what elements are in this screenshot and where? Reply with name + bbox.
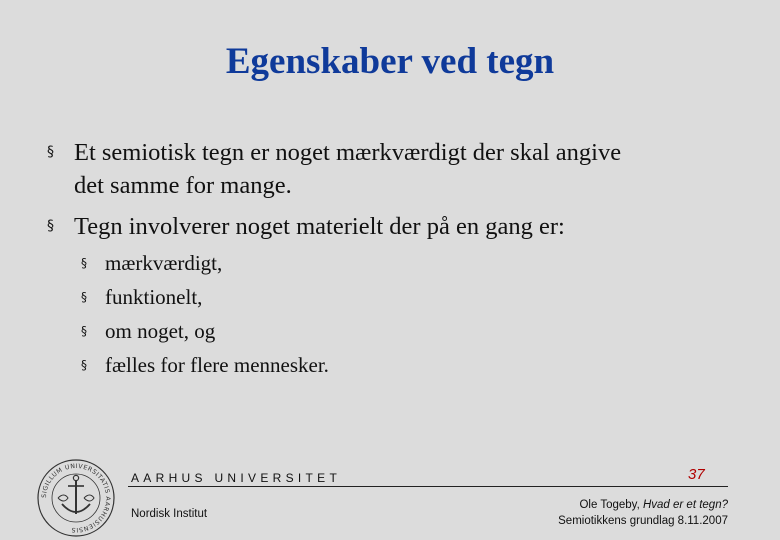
bullet-marker-icon: § [81,324,87,338]
bullet-marker-icon: § [81,290,87,304]
university-name: AARHUS UNIVERSITET [131,471,342,485]
credit-date-line: Semiotikkens grundlag 8.11.2007 [558,515,728,527]
credit-title: Hvad er et tegn? [642,499,728,511]
university-seal-icon [36,458,116,538]
bullet-marker-icon: § [81,358,87,372]
seal-text: SIGILLUM UNIVERSITATIS AARHUSIENSIS [40,462,112,534]
bullet-marker-icon: § [47,218,54,234]
sub-bullet-text: funktionelt, [105,285,203,309]
sub-bullet-text: fælles for flere mennesker. [105,353,329,377]
bullet-item [47,210,565,243]
bullet-text-line: det samme for mange. [74,172,292,199]
bullet-text-line: Et semiotisk tegn er noget mærkværdigt der skal angive [74,139,622,166]
slide-title: Egenskaber ved tegn [225,41,555,82]
sub-bullet-item [81,314,216,348]
sub-bullet-text: mærkværdigt, [105,251,223,275]
institute-name: Nordisk Institut [131,508,208,520]
credit-block [558,497,728,529]
footer-divider [128,486,728,487]
sub-bullet-item [81,280,203,314]
bullet-marker-icon: § [81,256,87,270]
credit-author: Ole Togeby, [579,499,643,511]
bullet-item [47,136,622,202]
page-number: 37 [688,466,705,483]
sub-bullet-text: om noget, og [105,319,216,343]
bullet-marker-icon: § [47,144,54,160]
bullet-text-line: Tegn involverer noget materielt der på en gang er: [74,213,565,240]
sub-bullet-item [81,246,223,280]
sub-bullet-item [81,348,329,382]
